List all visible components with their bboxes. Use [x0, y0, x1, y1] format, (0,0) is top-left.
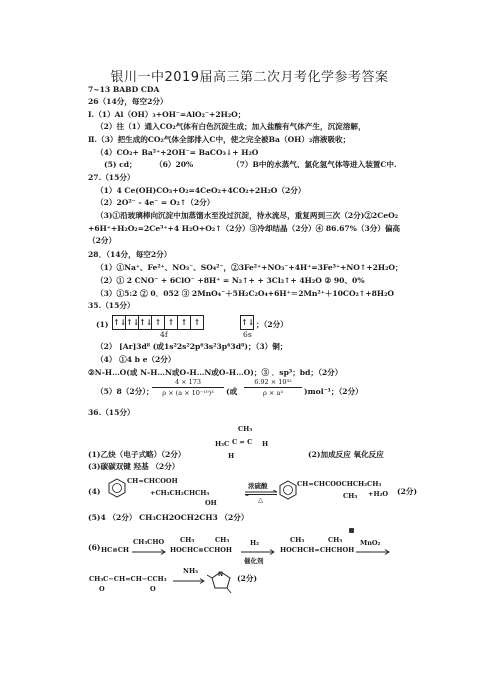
- orbital-6s-label: 6s: [243, 330, 252, 339]
- q35-2: （2） [Ar]3d⁸ (或1s²2s²2p⁶3s²3p⁶3d⁸)；（3）铜；: [96, 342, 288, 351]
- q26-4: （4）CO₂+ Ba²⁺+2OH⁻= BaCO₃↓+ H₂O: [96, 148, 259, 157]
- q28-2: （2）① 2 CNO⁻ + 6ClO⁻ +8H⁺ = N₂↑+ + 3Cl₂↑+ 4H₂O ② 90、0%: [96, 276, 365, 285]
- q26-5: (5) cd；: [104, 160, 137, 169]
- q36-header: 36.（15分）: [88, 408, 135, 417]
- r6-d-ch3b: CH₃: [328, 536, 343, 544]
- density-fraction-2: [244, 378, 302, 397]
- q35-5-suffix: )mol⁻¹；（2分）: [304, 387, 363, 396]
- alkene-ch3-top: CH₃: [238, 425, 253, 433]
- r4-heat: △: [258, 496, 263, 504]
- r7-diketone: CH₃C−CH=CH−CCH₃: [89, 575, 167, 583]
- orbital-cell: ↑: [152, 316, 165, 329]
- q36-2: (2)加成反应 氧化反应: [308, 450, 384, 459]
- r4-water: +H₂O: [368, 490, 389, 498]
- r6-diol-alkyne: HOCHC≡CCHOH: [170, 546, 233, 554]
- benzene-ring-icon: [278, 479, 298, 501]
- q36-1: (1)乙炔（电子式略）（2分）: [88, 450, 186, 459]
- q28-header: 28．（14分，每空2分）: [88, 250, 172, 259]
- q27-3-cont: +6H⁺+H₂O₂=2Ce³⁺+4 H₂O+O₂↑（2分）③冷却结晶（2分）④ 86.67%（3分）偏高: [88, 224, 401, 233]
- r4-oh: OH: [205, 499, 217, 507]
- r6-d-ch3a: CH₃: [290, 536, 305, 544]
- q26-header: 26（14分，每空2分）: [88, 97, 168, 106]
- q35-4b: ②N-H…O(或 N-H…N或O-H…N或O-H…O)；③ ．sp³；bd；（2分）: [88, 368, 343, 377]
- orbital-cell: ↑↓: [241, 317, 255, 327]
- r7-nh3: NH₃: [183, 567, 198, 575]
- svg-text:N: N: [218, 571, 224, 578]
- q26-7: （7）B中的水蒸气、氯化氢气体等进入装置C中.: [232, 160, 397, 169]
- q26-2: （2）往（1）通入CO₂气体有白色沉淀生成；加入盐酸有气体产生，沉淀溶解，: [96, 122, 366, 131]
- q27-header: 27.（15分）: [88, 173, 135, 182]
- r6-c-ch3b: CH₃: [215, 536, 230, 544]
- q35-1-score: ；（2分）: [256, 320, 288, 329]
- r6-catalyst: 催化剂: [244, 557, 264, 565]
- q35-1-label: (1): [96, 320, 109, 329]
- alkene-h-right: H: [262, 440, 269, 448]
- q35-header: 35.（15分）: [88, 301, 135, 310]
- q36-4-label: (4): [88, 487, 101, 496]
- orbital-cell: ↑↓: [113, 317, 127, 327]
- r6-diol-alkene: HOCHCH=CHCHOH: [280, 546, 355, 554]
- q27-3-score: （2分）: [88, 236, 117, 245]
- q36-5: (5)4 （2分） CH₃CH2OCH2CH3 （2分）: [88, 513, 249, 522]
- q28-3: （3）①5:2 ② 0．052 ③ 2MnO₄⁻＋5H₂C₂O₄+6H⁺＝2Mn²⁺＋10CO₂↑+8H₂O: [96, 289, 395, 298]
- q26-1: Ⅰ.（1）Al（OH）₃+OH⁻=AlO₂⁻+2H₂O；: [88, 110, 246, 119]
- alkene-h3c-left: H₃C: [215, 440, 230, 448]
- q36-6-label: (6): [88, 543, 101, 552]
- orbital-cell: ↑: [178, 316, 191, 329]
- r7-score: (2分): [237, 574, 258, 583]
- r6-c-ch3a: CH₃: [180, 536, 195, 544]
- page-title: 银川一中2019届高三第二次月考化学参考答案: [110, 70, 389, 85]
- orbital-cell: ↑: [193, 317, 201, 327]
- orbital-cell: ↑↓: [126, 317, 140, 327]
- r4-product: CH=CHCOOCHCH₂CH₃: [297, 480, 382, 488]
- fraction-bar: [152, 387, 224, 388]
- r4-condition: 浓硫酸: [248, 482, 268, 490]
- q35-4: （4） ①4 b e（2分）: [96, 355, 176, 364]
- mcq-answers: 7~13 BABD CDA: [88, 85, 160, 94]
- q26-6: （6）20%: [155, 160, 194, 169]
- q35-5-prefix: （5）8（2分）；: [96, 387, 154, 396]
- q27-2: （2）2O²⁻ - 4e⁻ = O₂↑（2分）: [96, 198, 215, 207]
- q27-1: （1）4 Ce(OH)CO₃+O₂=4CeO₂+4CO₂+2H₂O（2分）: [96, 186, 306, 195]
- r4-product-ch3: CH₃: [343, 492, 358, 500]
- r4-score: (2分): [397, 487, 418, 496]
- benzene-ring-icon: [107, 477, 127, 499]
- r7-o-right: O: [150, 585, 156, 593]
- reaction-arrow-icon: [355, 549, 391, 555]
- fraction-bar: [244, 387, 302, 388]
- orbital-cell: ↑: [165, 316, 178, 329]
- pyrrole-ring-icon: [207, 566, 235, 594]
- r6-h2: H₂: [250, 539, 259, 547]
- r6-mno2: MnO₂: [360, 539, 381, 547]
- denominator: ρ × a³: [263, 389, 283, 397]
- r4-alcohol: +CH₃CH₂CHCH₃: [150, 489, 210, 497]
- q28-1: （1）①Na⁺、Fe²⁺、NO₃⁻、SO₄²⁻，②3Fe²⁺+NO₃⁻+4H⁺=3Fe³⁺+NO↑+2H₂O；: [96, 263, 403, 272]
- q36-3: (3)碳碳双键 羟基 （2分）: [88, 462, 180, 471]
- ink-mark: [349, 528, 354, 533]
- reaction-arrow-icon: [131, 549, 167, 555]
- orbital-6s-box: [240, 315, 254, 330]
- q27-3: （3)①沿玻璃棒向沉淀中加蒸馏水至没过沉淀，待水流尽，重复两到三次（2分)②2CeO₂: [96, 211, 399, 220]
- r4-reactant: CH=CHCOOH: [127, 477, 178, 485]
- r6-acetylene: HC≡CH: [101, 546, 130, 554]
- q26-3: Ⅱ.（3）把生成的CO₂气体全部排入C中，使之完全被Ba（OH）₂溶液吸收；: [88, 135, 351, 144]
- orbital-4f-box: [112, 315, 204, 330]
- r6-reagent: CH₃CHO: [133, 538, 165, 546]
- denominator: ρ × (a × 10⁻¹⁰)³: [162, 389, 214, 397]
- numerator: 4 × 173: [174, 378, 202, 386]
- q35-5-or: (或: [226, 387, 238, 396]
- numerator: 6.92 × 10³²: [254, 378, 292, 386]
- alkene-double-bond: C = C: [232, 438, 253, 446]
- orbital-4f-label: 4f: [160, 330, 168, 339]
- density-fraction-1: [152, 378, 224, 397]
- r7-o-left: O: [99, 585, 105, 593]
- orbital-cell: ↑↓: [139, 317, 153, 327]
- reaction-arrow-icon: [240, 549, 276, 555]
- alkene-h-bottom: H: [228, 452, 235, 460]
- reaction-arrow-icon: [172, 578, 206, 584]
